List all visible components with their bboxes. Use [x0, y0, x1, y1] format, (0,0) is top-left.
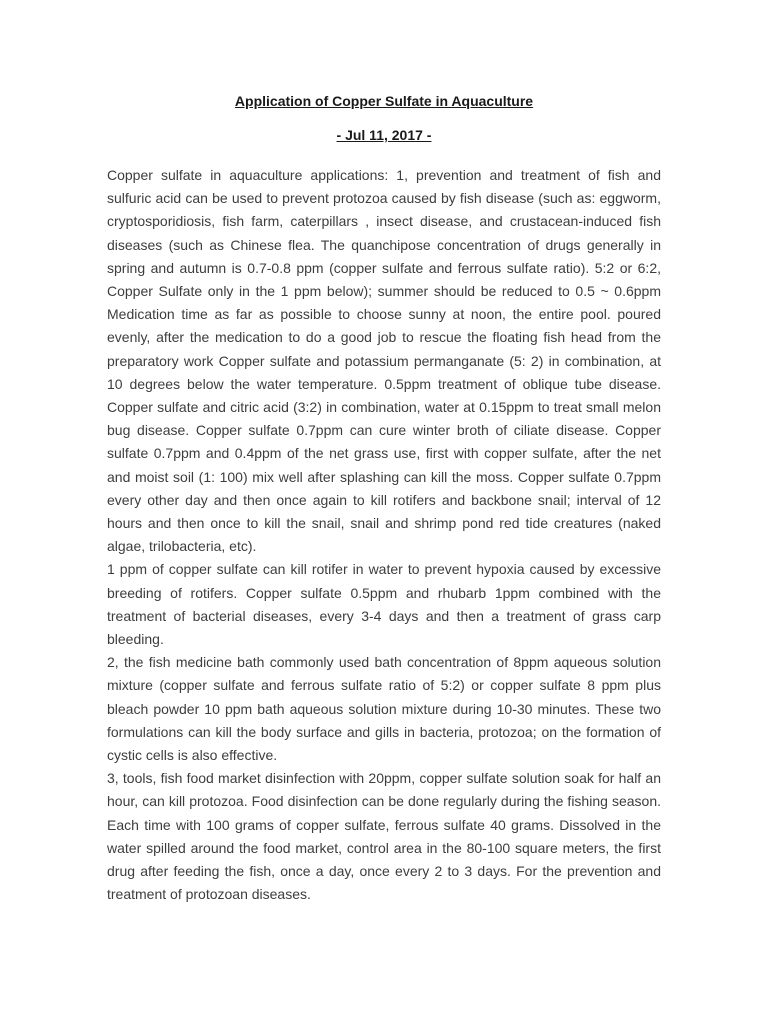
- document-title: Application of Copper Sulfate in Aquaculture: [234, 93, 534, 109]
- document-body: [107, 164, 661, 907]
- body-paragraph: Copper sulfate in aquaculture applications: 1, prevention and treatment of fish and sulfuric acid can be used to prevent protozoa caused by fish disease (such as: eggworm, cryptosporidiosis, fish farm, caterpillars , insect disease, and crustacean-induced fish diseases (such as Chinese flea. The quanchipose concentration of drugs generally in spring and autumn is 0.7-0.8 ppm (copper sulfate and ferrous sulfate ratio). 5:2 or 6:2, Copper Sulfate only in the 1 ppm below); summer should be reduced to 0.5 ~ 0.6ppm Medication time as far as possible to choose sunny at noon, the entire pool. poured evenly, after the medication to do a good job to rescue the floating fish head from the preparatory work Copper sulfate and potassium permanganate (5: 2) in combination, at 10 degrees below the water temperature. 0.5ppm treatment of oblique tube disease. Copper sulfate and citric acid (3:2) in combination, water at 0.15ppm to treat small melon bug disease. Copper sulfate 0.7ppm can cure winter broth of ciliate disease. Copper sulfate 0.7ppm and 0.4ppm of the net grass use, first with copper sulfate, after the net and moist soil (1: 100) mix well after splashing can kill the moss. Copper sulfate 0.7ppm every other day and then once again to kill rotifers and backbone snail; interval of 12 hours and then once to kill the snail, snail and shrimp pond red tide creatures (naked algae, trilobacteria, etc).: [107, 167, 661, 555]
- body-paragraph: 1 ppm of copper sulfate can kill rotifer in water to prevent hypoxia caused by excessive breeding of rotifers. Copper sulfate 0.5ppm and rhubarb 1ppm combined with the treatment of bacterial diseases, every 3-4 days and then a treatment of grass carp bleeding.: [107, 561, 661, 648]
- document-date: - Jul 11, 2017 -: [336, 127, 432, 143]
- body-paragraph: 3, tools, fish food market disinfection with 20ppm, copper sulfate solution soak for half an hour, can kill protozoa. Food disinfection can be done regularly during the fishing season. Each time with 100 grams of copper sulfate, ferrous sulfate 40 grams. Dissolved in the water spilled around the food market, control area in the 80-100 square meters, the first drug after feeding the fish, once a day, once every 2 to 3 days. For the prevention and treatment of protozoan diseases.: [107, 770, 661, 903]
- body-paragraph: 2, the fish medicine bath commonly used bath concentration of 8ppm aqueous solution mixture (copper sulfate and ferrous sulfate ratio of 5:2) or copper sulfate 8 ppm plus bleach powder 10 ppm bath aqueous solution mixture during 10-30 minutes. These two formulations can kill the body surface and gills in bacteria, protozoa; on the formation of cystic cells is also effective.: [107, 654, 661, 764]
